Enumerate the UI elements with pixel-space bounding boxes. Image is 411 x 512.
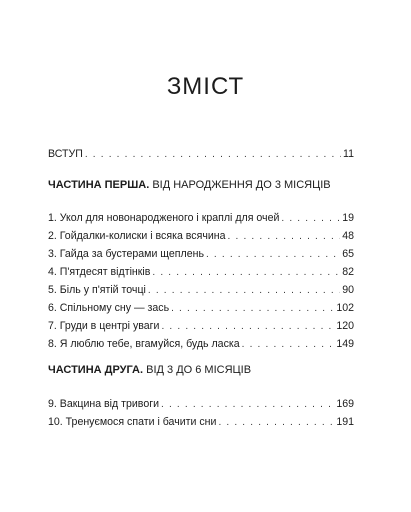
toc-entry-intro [48, 146, 354, 162]
toc-page-number: 90 [342, 284, 354, 296]
dot-leader [152, 265, 340, 281]
toc-page-number: 82 [342, 266, 354, 278]
toc-page-number: 102 [336, 302, 354, 314]
toc-entry [48, 318, 354, 334]
dot-leader [171, 301, 334, 317]
toc-page-number: 11 [343, 148, 354, 160]
page-title: ЗМІСТ [166, 73, 245, 100]
toc-entry-label: ВСТУП [48, 148, 83, 160]
toc-entry [48, 300, 354, 316]
part-heading-1 [48, 177, 331, 193]
toc-entry [48, 264, 354, 280]
part-subtitle: ВІД 3 ДО 6 МІСЯЦІВ [143, 364, 252, 376]
toc-entry [48, 228, 354, 244]
toc-entry [48, 246, 354, 262]
dot-leader [242, 337, 335, 353]
toc-entry-label: 10. Тренуємося спати і бачити сни [48, 416, 217, 428]
toc-entry [48, 210, 354, 226]
toc-entry-label: 6. Спільному сну — зась [48, 302, 170, 314]
toc-entry [48, 336, 354, 352]
toc-entry-label: 2. Гойдалки-колиски і всяка всячина [48, 230, 226, 242]
toc-entry [48, 282, 354, 298]
dot-leader [218, 415, 334, 431]
toc-entry-label: 8. Я люблю тебе, вгамуйся, будь ласка [48, 338, 240, 350]
toc-page-number: 65 [342, 248, 354, 260]
toc-page-number: 191 [336, 416, 354, 428]
toc-page-number: 169 [336, 398, 354, 410]
toc-entry-label: 5. Біль у п'ятій точці [48, 284, 146, 296]
part-heading-2 [48, 362, 251, 378]
dot-leader [228, 229, 341, 245]
dot-leader [148, 283, 340, 299]
part-name: ЧАСТИНА ДРУГА. [48, 364, 144, 376]
toc-page-number: 19 [342, 212, 354, 224]
dot-leader [161, 397, 334, 413]
toc-page-number: 149 [336, 338, 354, 350]
toc-entry-label: 4. П'ятдесят відтінків [48, 266, 151, 278]
toc-entry [48, 396, 354, 412]
toc-entry-label: 1. Укол для новонародженого і краплі для очей [48, 212, 280, 224]
dot-leader [85, 147, 341, 163]
dot-leader [281, 211, 340, 227]
toc-entry-label: 9. Вакцина від тривоги [48, 398, 159, 410]
dot-leader [161, 319, 334, 335]
part-subtitle: ВІД НАРОДЖЕННЯ ДО 3 МІСЯЦІВ [149, 179, 331, 191]
toc-page-number: 48 [342, 230, 354, 242]
toc-entry [48, 414, 354, 430]
toc-entry-label: 7. Груди в центрі уваги [48, 320, 160, 332]
dot-leader [206, 247, 340, 263]
toc-page-number: 120 [336, 320, 354, 332]
toc-entry-label: 3. Гайда за бустерами щеплень [48, 248, 204, 260]
part-name: ЧАСТИНА ПЕРША. [48, 179, 150, 191]
